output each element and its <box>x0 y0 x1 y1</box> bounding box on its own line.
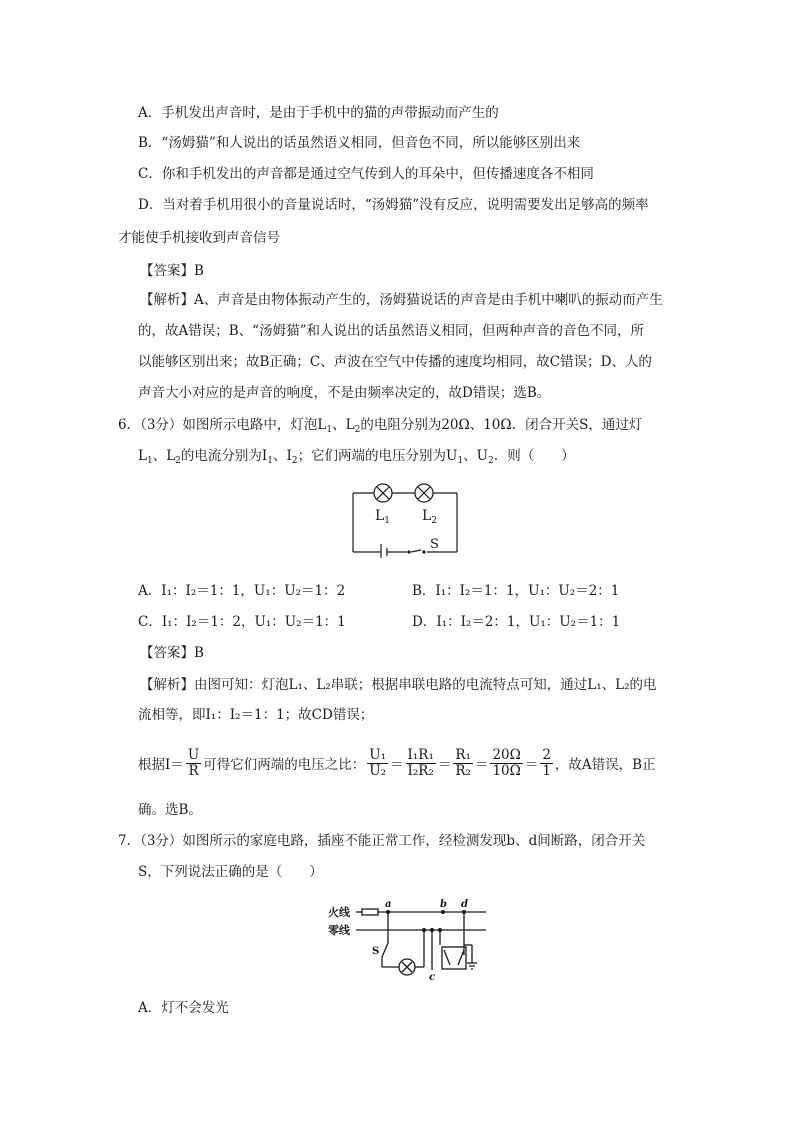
lamp-l1-icon <box>374 484 392 502</box>
fraction-2-over-1: $\frac{2}{1}$ <box>542 746 551 779</box>
live-wire-label: 火线 <box>328 906 350 919</box>
q5-option-d-line1: D．当对着手机用很小的音量说话时，“汤姆猫”没有反应，说明需要发出足够高的频率 <box>138 197 649 213</box>
lamp-icon <box>399 959 415 975</box>
lamp-l2-label: $L_2$ <box>422 508 438 526</box>
q6-circuit-diagram <box>345 478 465 558</box>
q5-option-c: C．你和手机发出的声音都是通过空气传到人的耳朵中，但传播速度各不相同 <box>138 166 594 182</box>
point-d-label: d <box>461 899 468 910</box>
q5-analysis-line1: 【解析】A、声音是由物体振动产生的，汤姆猫说话的声音是由手机中喇叭的振动而产生 <box>140 292 663 308</box>
neutral-wire-label: 零线 <box>328 924 350 937</box>
q6-option-c: C．I₁：I₂＝1：2，U₁：U₂＝1：1 <box>138 614 346 630</box>
fraction-u-over-r: $\frac{U}{R}$ <box>187 746 200 779</box>
q7-circuit-diagram <box>326 895 496 985</box>
fraction-r1-over-r2: $\frac{\text{R₁}}{\text{R₂}}$ <box>455 746 471 779</box>
fraction-20-over-10: $\frac{20\Omega}{10\Omega}$ <box>492 746 521 779</box>
q7-option-a: A．灯不会发光 <box>138 1000 229 1016</box>
q5-analysis-line2: 的，故A错误；B、“汤姆猫”和人说出的话虽然语义相同，但两种声音的音色不同，所 <box>138 323 644 339</box>
point-c-label: c <box>429 972 436 983</box>
q6-equation-line: 根据 I＝ $\frac{U}{R}$ 可得它们两端的电压之比： $\frac{\text{U₁}}{\text{U₂}}$ ＝ $\frac{\text{I₁R₁}}{\text{I₂R₂}}$ ＝ $\frac{\text{R₁}}{\text{R₂}}$ ＝ $\frac{20\Omega}{10\Omega}$ ＝ $\frac{2}{1}$ ，故A错误，B正 <box>138 746 656 779</box>
q6-answer: 【答案】B <box>140 645 204 661</box>
switch-s-label: S <box>372 946 380 957</box>
fraction-i1r1-over-i2r2: $\frac{\text{I₁R₁}}{\text{I₂R₂}}$ <box>407 746 434 779</box>
q6-option-b: B．I₁：I₂＝1：1，U₁：U₂＝2：1 <box>412 583 620 599</box>
point-a-label: a <box>385 899 392 910</box>
q6-analysis-end: 确。选B。 <box>138 802 202 818</box>
lamp-l1-label: $L_1$ <box>375 508 391 526</box>
q6-analysis-line1: 【解析】由图可知：灯泡L₁、L₂串联；根据串联电路的电流特点可知，通过L₁、L₂的电 <box>140 677 657 693</box>
lamp-l2-icon <box>415 484 433 502</box>
q6-stem-line2: $L_1$、$L_2$的电流分别为$I_1$、$I_2$；它们两端的电压分别为$U_1$、$U_2$．则（ ） <box>138 448 575 466</box>
switch-label: S <box>430 537 439 552</box>
socket-icon <box>442 947 466 969</box>
q5-option-d-line2: 才能使手机接收到声音信号 <box>118 230 280 246</box>
q5-answer: 【答案】B <box>140 263 204 279</box>
q6-option-a: A．I₁：I₂＝1：1，U₁：U₂＝1：2 <box>138 583 346 599</box>
q6-analysis-line2: 流相等，即I₁：I₂＝1：1；故CD错误； <box>138 707 374 723</box>
battery-icon <box>381 544 387 558</box>
q5-analysis-line4: 声音大小对应的是声音的响度，不是由频率决定的，故D错误；选B。 <box>138 385 551 401</box>
q6-option-d: D．I₁：I₂＝2：1，U₁：U₂＝1：1 <box>412 614 621 630</box>
point-b-label: b <box>440 899 447 910</box>
fraction-u1-over-u2: $\frac{\text{U₁}}{\text{U₂}}$ <box>369 746 387 779</box>
q7-stem-line1: 7．（3分）如图所示的家庭电路，插座不能正常工作，经检测发现b、d间断路，闭合开关 <box>118 833 646 849</box>
q7-stem-line2: S，下列说法正确的是（ ） <box>138 864 323 880</box>
q6-stem-line1: 6．（3分）如图所示电路中，灯泡$L_1$、$L_2$的电阻分别为20Ω、10Ω．闭合开关S，通过灯 <box>118 417 643 435</box>
fuse-icon <box>362 909 378 915</box>
q5-option-b: B．“汤姆猫”和人说出的话虽然语义相同，但音色不同，所以能够区别出来 <box>138 135 581 151</box>
q5-option-a: A．手机发出声音时，是由于手机中的猫的声带振动而产生的 <box>138 105 499 121</box>
q5-analysis-line3: 以能够区别出来；故B正确；C、声波在空气中传播的速度均相同，故C错误；D、人的 <box>138 354 652 370</box>
